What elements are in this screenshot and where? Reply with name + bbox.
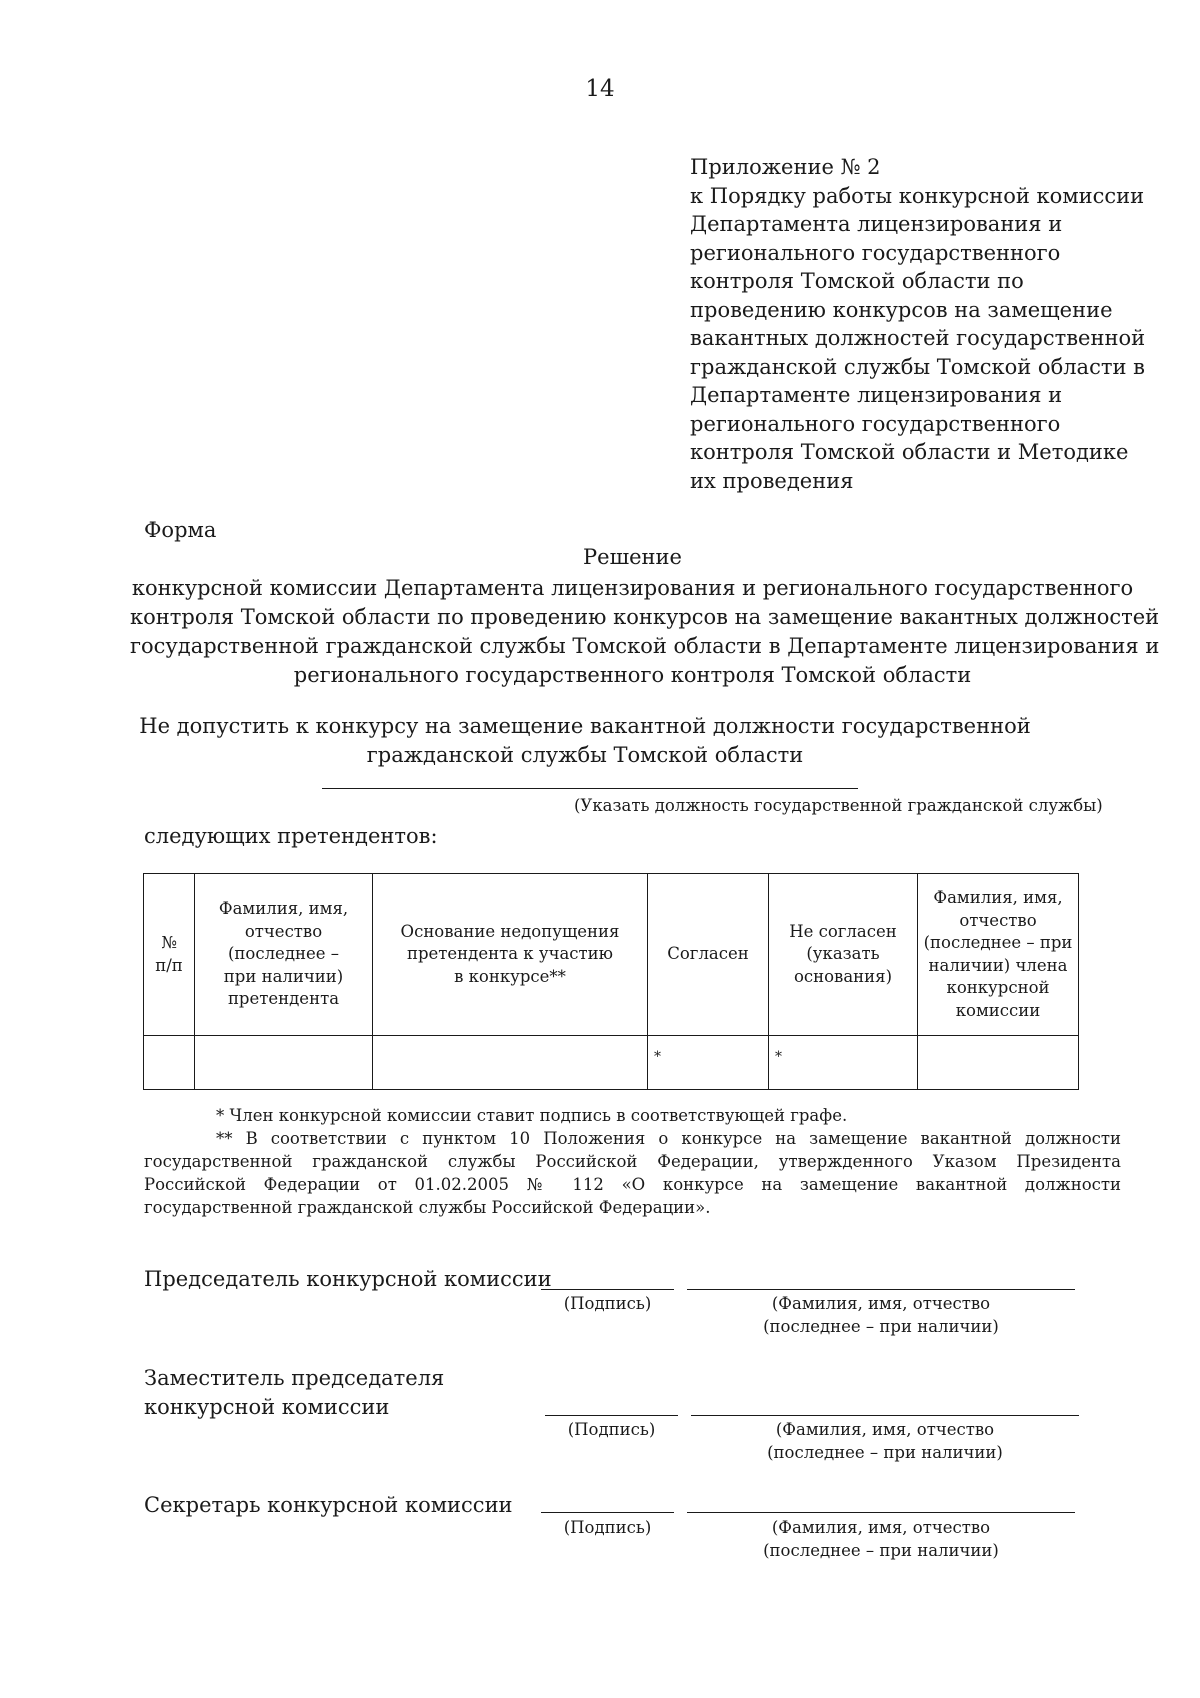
footnote-one: * Член конкурсной комиссии ставит подпись в соответствующей графе. [216, 1106, 848, 1125]
form-label: Форма [144, 518, 217, 542]
footnotes [144, 1104, 1121, 1219]
appendix-line: гражданской службы Томской области в [690, 354, 1145, 379]
secretary-label: Секретарь конкурсной комиссии [144, 1493, 513, 1517]
header-commission-member: Фамилия, имя, отчество (последнее – при наличии) члена конкурсной комиссии [918, 874, 1079, 1036]
chairman-name-line[interactable] [687, 1289, 1075, 1290]
header-refusal-reason: Основание недопущения претендента к участию в конкурсе** [373, 874, 648, 1036]
header-disagree: Не согласен (указать основания) [769, 874, 918, 1036]
deputy-label: Заместитель председателя конкурсной комиссии [144, 1366, 445, 1419]
position-hint: (Указать должность государственной гражданской службы) [574, 796, 1103, 815]
deputy-signature-line[interactable] [545, 1415, 678, 1416]
refusal-statement [130, 712, 1040, 770]
table-cell-candidate[interactable] [195, 1036, 373, 1090]
appendix-line: регионального государственного [690, 411, 1061, 436]
table-cell-member[interactable] [918, 1036, 1079, 1090]
deputy-name-caption: (Фамилия, имя, отчество (последнее – при наличии) [767, 1420, 1003, 1462]
secretary-name-line[interactable] [687, 1512, 1075, 1513]
chairman-signature-caption: (Подпись) [563, 1294, 652, 1313]
header-candidate-name: Фамилия, имя, отчество (последнее – при наличии) претендента [195, 874, 373, 1036]
decision-line: государственной гражданской службы Томской области в Департаменте лицензирования и [130, 634, 1160, 658]
header-agree: Согласен [648, 874, 769, 1036]
appendix-line: их проведения [690, 468, 854, 493]
decision-subtitle [130, 574, 1160, 690]
appendix-line: к Порядку работы конкурсной комиссии [690, 183, 1145, 208]
chairman-name-caption: (Фамилия, имя, отчество (последнее – при наличии) [763, 1294, 999, 1336]
secretary-signature-line[interactable] [541, 1512, 674, 1513]
appendix-line: контроля Томской области по [690, 269, 1024, 293]
table-header-row [144, 874, 1079, 1036]
refusal-line: гражданской службы Томской области [366, 743, 804, 767]
decision-title: Решение [583, 545, 682, 569]
following-candidates-label: следующих претендентов: [144, 824, 438, 848]
appendix-line: контроля Томской области и Методике [690, 440, 1129, 464]
secretary-name-caption: (Фамилия, имя, отчество (последнее – при наличии) [763, 1518, 999, 1560]
chairman-signature-line[interactable] [541, 1289, 674, 1290]
refusal-line: Не допустить к конкурсу на замещение вакантной должности государственной [139, 714, 1031, 738]
decision-line: регионального государственного контроля Томской области [293, 663, 972, 687]
footnote-two: ** В соответствии с пунктом 10 Положения о конкурсе на замещение вакантной должности государственной гражданской службы Российской Федерации, утвержденного Указом Президента Российской Федерации от 01.02.2005 № 112 «О конкурсе на замещение вакантной должности государственной гражданской службы Российской Федерации». [144, 1129, 1121, 1217]
decision-line: контроля Томской области по проведению конкурсов на замещение вакантных должностей [130, 605, 1160, 629]
appendix-line: Департамента лицензирования и [690, 212, 1063, 236]
appendix-header [690, 153, 1160, 495]
header-number: № п/п [144, 874, 195, 1036]
candidates-table [143, 873, 1079, 1090]
secretary-signature-caption: (Подпись) [563, 1518, 652, 1537]
appendix-line: проведению конкурсов на замещение [690, 297, 1113, 322]
appendix-line: Департаменте лицензирования и [690, 383, 1063, 407]
deputy-name-line[interactable] [691, 1415, 1079, 1416]
appendix-line: Приложение № 2 [690, 155, 881, 179]
deputy-signature-caption: (Подпись) [567, 1420, 656, 1439]
chairman-label: Председатель конкурсной комиссии [144, 1267, 552, 1291]
table-cell-agree[interactable]: * [648, 1036, 769, 1090]
appendix-line: регионального государственного [690, 240, 1061, 265]
position-fill-line[interactable] [322, 788, 858, 789]
page-number: 14 [585, 76, 615, 102]
table-cell-disagree[interactable]: * [769, 1036, 918, 1090]
appendix-line: вакантных должностей государственной [690, 326, 1146, 350]
table-cell-number[interactable] [144, 1036, 195, 1090]
decision-line: конкурсной комиссии Департамента лицензирования и регионального государственного [131, 576, 1134, 600]
table-row [144, 1036, 1079, 1090]
table-cell-reason[interactable] [373, 1036, 648, 1090]
